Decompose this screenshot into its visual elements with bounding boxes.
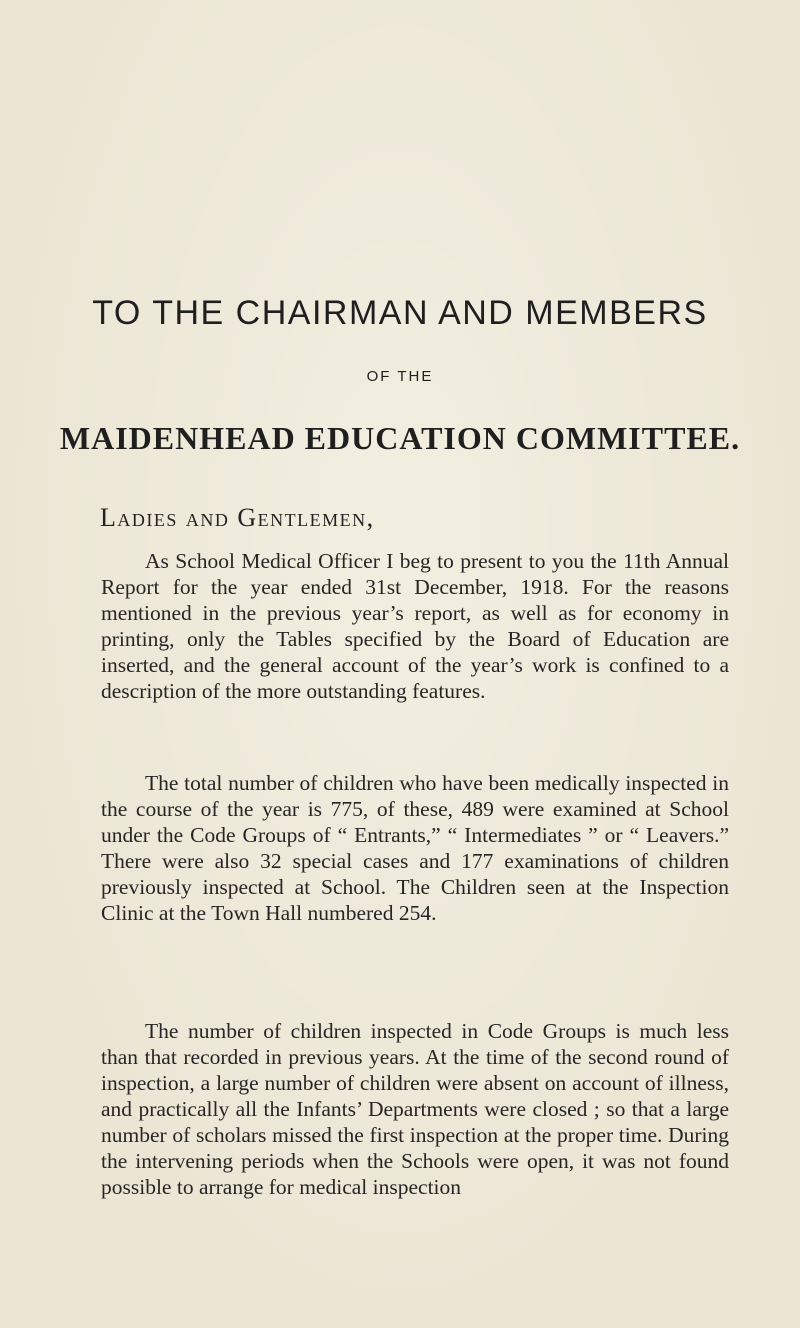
paragraph-3: The number of children inspected in Code Groups is much less than that recorded in previous years. At the time of the second round of inspection, a large number of children were absent on account of illness, and practically all the Infants’ Departments were closed ; so that a large number of scholars missed the first inspection at the proper time. During the intervening periods when the Schools were open, it was not found possible to arrange for medical inspection bbox=[101, 1019, 729, 1199]
heading-line-3: MAIDENHEAD EDUCATION COMMITTEE. bbox=[59, 420, 741, 456]
salutation: Ladies and Gentlemen, bbox=[100, 503, 375, 532]
heading-line-2: OF THE bbox=[366, 368, 434, 385]
paragraph-1: As School Medical Officer I beg to present to you the 11th Annual Report for the year ended 31st December, 1918. For the reasons mentioned in the previous year’s report, as well as for economy in printing, only the Tables specified by the Board of Education are inserted, and the general account of the year’s work is confined to a description of the more outstanding features. bbox=[101, 549, 729, 703]
paragraph-2: The total number of children who have been medically inspected in the course of the year is 775, of these, 489 were examined at School under the Code Groups of “ Entrants,” “ Intermediates ” or “ Leavers.” There were also 32 special cases and 177 examinations of children previously inspected at School. The Children seen at the Inspection Clinic at the Town Hall numbered 254. bbox=[101, 771, 729, 925]
heading-line-1: TO THE CHAIRMAN AND MEMBERS bbox=[92, 294, 708, 332]
